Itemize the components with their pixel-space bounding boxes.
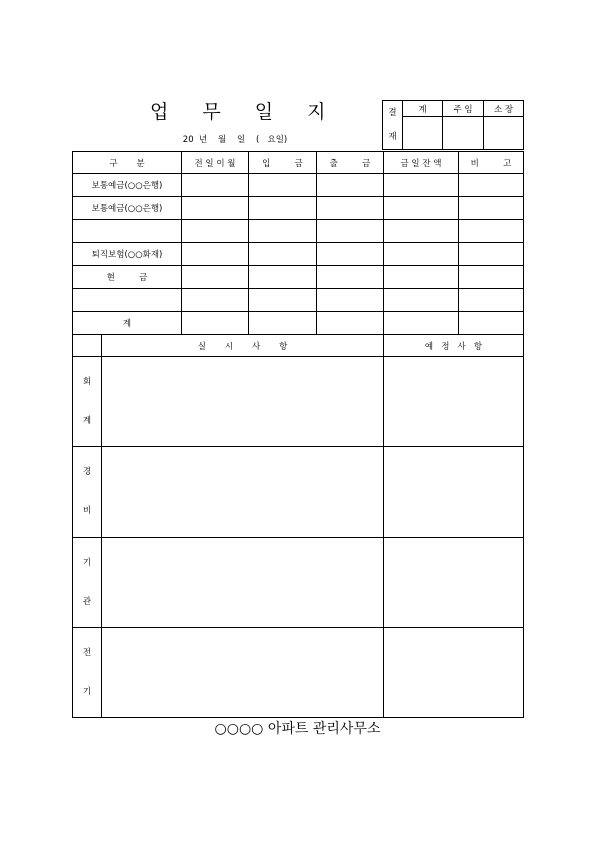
ledger-cell[interactable]: [249, 220, 317, 243]
ledger-row-label[interactable]: [73, 220, 182, 243]
ledger-row-label: 보통예금(○○은행): [73, 197, 182, 220]
ledger-cell[interactable]: [459, 220, 524, 243]
ledger-cell[interactable]: [317, 312, 384, 335]
ledger-cell[interactable]: [182, 289, 249, 312]
ledger-header-balance: 금 일 잔 액: [384, 152, 459, 174]
ledger-total-label: 계: [73, 312, 182, 335]
ledger-cell[interactable]: [249, 243, 317, 266]
ledger-total-row: [73, 312, 524, 335]
ledger-cell[interactable]: [384, 266, 459, 289]
ledger-cell[interactable]: [249, 174, 317, 197]
done-cell-machinery[interactable]: [102, 538, 384, 628]
page-title: 업 무 일 지: [150, 101, 340, 123]
ledger-cell[interactable]: [182, 266, 249, 289]
section-label-line: 비: [82, 506, 92, 516]
activity-section-machinery: [73, 538, 524, 628]
ledger-cell[interactable]: [317, 289, 384, 312]
approval-stamp-chief[interactable]: [443, 117, 484, 150]
planned-cell-electrical[interactable]: [384, 628, 524, 718]
approval-side-top: 결: [388, 108, 397, 118]
ledger-cell[interactable]: [317, 220, 384, 243]
ledger-row: [73, 197, 524, 220]
ledger-table: [72, 151, 524, 335]
ledger-cell[interactable]: [384, 174, 459, 197]
ledger-row-label: 현 금: [73, 266, 182, 289]
section-label-line: 경: [82, 467, 92, 477]
approval-stamp-director[interactable]: [484, 117, 524, 150]
section-label-line: 기: [82, 557, 92, 568]
section-label-machinery: [73, 538, 102, 628]
office-footer: ○○○○ 아파트 관리사무소: [214, 721, 381, 737]
ledger-header-category: 구 분: [73, 152, 182, 174]
ledger-row: [73, 174, 524, 197]
ledger-header-deposit: 입 금: [249, 152, 317, 174]
ledger-row: [73, 266, 524, 289]
ledger-cell[interactable]: [459, 266, 524, 289]
ledger-header-withdrawal: 출 금: [317, 152, 384, 174]
ledger-row: [73, 289, 524, 312]
activity-section-accounting: [73, 357, 524, 447]
ledger-row-label: 보통예금(○○은행): [73, 174, 182, 197]
planned-cell-security[interactable]: [384, 447, 524, 538]
section-label-security: [73, 447, 102, 538]
ledger-cell[interactable]: [459, 289, 524, 312]
ledger-cell[interactable]: [459, 197, 524, 220]
approval-side-bottom: 재: [388, 132, 397, 142]
ledger-cell[interactable]: [459, 243, 524, 266]
section-label-line: 회: [82, 376, 92, 387]
ledger-header-carried-over: 전 일 이 월: [182, 152, 249, 174]
ledger-cell[interactable]: [182, 312, 249, 335]
activity-header-row: [73, 335, 524, 357]
ledger-cell[interactable]: [182, 197, 249, 220]
section-label-line: 계: [82, 415, 92, 426]
ledger-cell[interactable]: [182, 243, 249, 266]
section-label-line: 관: [82, 596, 92, 607]
ledger-cell[interactable]: [249, 289, 317, 312]
done-cell-electrical[interactable]: [102, 628, 384, 718]
section-label-line: 전: [82, 647, 92, 658]
activity-header-blank: [73, 335, 102, 357]
ledger-cell[interactable]: [182, 220, 249, 243]
ledger-cell[interactable]: [317, 197, 384, 220]
ledger-cell[interactable]: [249, 312, 317, 335]
done-cell-accounting[interactable]: [102, 357, 384, 447]
ledger-cell[interactable]: [459, 174, 524, 197]
section-label-line: 기: [82, 686, 92, 697]
approval-col-staff: 계: [403, 101, 443, 117]
section-label-electrical: [73, 628, 102, 718]
activity-header-planned: 예 정 사 항: [384, 335, 524, 357]
activity-section-electrical: [73, 628, 524, 718]
section-label-accounting: [73, 357, 102, 447]
ledger-cell[interactable]: [459, 312, 524, 335]
planned-cell-machinery[interactable]: [384, 538, 524, 628]
ledger-row-label: 퇴직보험(○○화재): [73, 243, 182, 266]
activity-section-security: [73, 447, 524, 538]
ledger-row: [73, 220, 524, 243]
ledger-cell[interactable]: [384, 220, 459, 243]
approval-box: [382, 100, 524, 150]
ledger-cell[interactable]: [182, 174, 249, 197]
ledger-cell[interactable]: [384, 197, 459, 220]
ledger-cell[interactable]: [384, 312, 459, 335]
ledger-cell[interactable]: [249, 266, 317, 289]
approval-col-director: 소 장: [484, 101, 524, 117]
ledger-cell[interactable]: [384, 289, 459, 312]
ledger-cell[interactable]: [249, 197, 317, 220]
approval-stamp-staff[interactable]: [403, 117, 443, 150]
activity-table: [72, 334, 524, 718]
ledger-cell[interactable]: [317, 266, 384, 289]
ledger-cell[interactable]: [384, 243, 459, 266]
date-line: 20 년 월 일 ( 요일): [182, 135, 288, 145]
ledger-cell[interactable]: [317, 243, 384, 266]
ledger-row-label[interactable]: [73, 289, 182, 312]
ledger-cell[interactable]: [317, 174, 384, 197]
done-cell-security[interactable]: [102, 447, 384, 538]
ledger-header-row: [73, 152, 524, 174]
approval-side-label: [383, 101, 403, 150]
activity-header-done: 실 시 사 항: [102, 335, 384, 357]
planned-cell-accounting[interactable]: [384, 357, 524, 447]
approval-col-chief: 주 임: [443, 101, 484, 117]
ledger-header-remarks: 비 고: [459, 152, 524, 174]
ledger-row: [73, 243, 524, 266]
